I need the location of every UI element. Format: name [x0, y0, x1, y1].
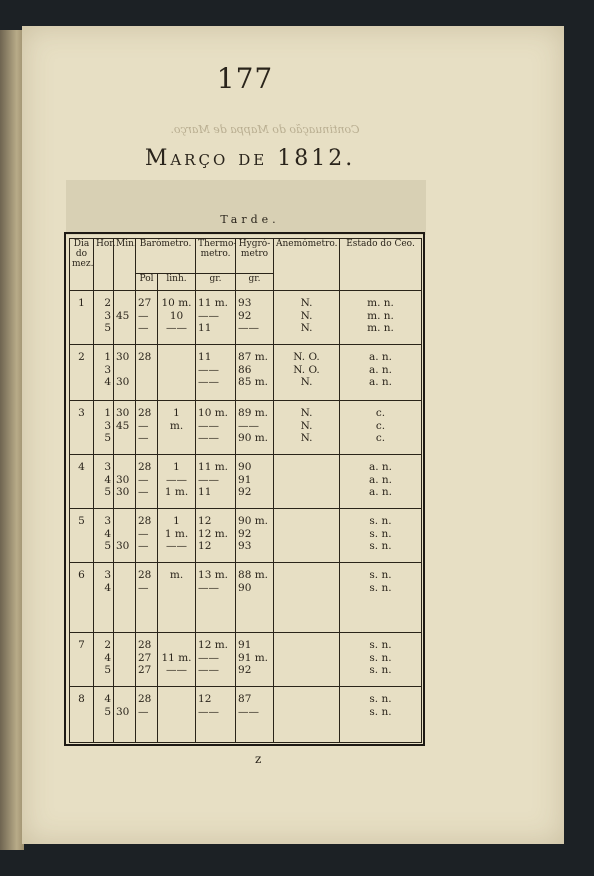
day-number: 2 — [78, 351, 85, 363]
cell-dia — [70, 291, 94, 345]
thermo-value: 12 m. — [198, 527, 229, 540]
cell-anemo — [274, 455, 340, 509]
hygro-value: 85 m. — [238, 376, 269, 388]
estado-value: c. — [375, 432, 386, 444]
cell-min — [114, 291, 136, 345]
cell-min — [114, 633, 136, 687]
hygro-value: 93 — [238, 540, 252, 552]
pol-value: 27 — [138, 664, 152, 676]
hygro-value: 92 — [238, 309, 252, 322]
cell-hygro — [236, 509, 274, 563]
linh-value — [160, 351, 193, 364]
header-dia: Dia do mez. — [70, 239, 94, 291]
cell-estado — [340, 345, 422, 401]
hygro-value: —— — [238, 419, 260, 432]
min-value — [116, 639, 133, 652]
hygro-value: 86 — [238, 363, 252, 376]
cell-pol — [136, 563, 158, 633]
cell-min — [114, 401, 136, 455]
pol-value: — — [138, 540, 149, 552]
anemo-value — [276, 639, 337, 652]
pol-value: — — [138, 486, 149, 498]
thermo-value: —— — [198, 376, 220, 388]
horas-value: 4 — [104, 651, 111, 664]
cell-estado — [340, 563, 422, 633]
header-anemometro: Anemómetro. — [274, 239, 340, 291]
thermo-value: —— — [198, 363, 220, 376]
min-value — [116, 569, 133, 582]
table-row — [70, 633, 422, 687]
cell-dia — [70, 687, 94, 743]
anemo-value: N. — [300, 376, 313, 388]
estado-value: a. n. — [368, 461, 393, 473]
linh-value — [160, 432, 193, 445]
hygro-value: 88 m. — [238, 569, 269, 581]
thermo-value: —— — [198, 705, 220, 718]
linh-value: 1 — [173, 407, 180, 419]
anemo-value — [276, 540, 337, 553]
min-value — [116, 664, 133, 677]
horas-value: 4 — [104, 581, 111, 594]
hygro-value: 93 — [238, 297, 252, 309]
cell-anemo — [274, 345, 340, 401]
thermo-value: —— — [198, 581, 220, 594]
pol-value: — — [138, 309, 149, 322]
horas-value: 3 — [104, 515, 111, 527]
horas-value: 5 — [104, 322, 111, 334]
hygro-value: 92 — [238, 486, 252, 498]
table-row — [70, 509, 422, 563]
signature-mark: z — [255, 752, 262, 766]
min-value: 30 — [116, 540, 130, 552]
pol-value: — — [138, 527, 149, 540]
hygro-value: 90 m. — [238, 432, 269, 444]
header-pol: Pol — [136, 274, 158, 291]
cell-hygro — [236, 563, 274, 633]
thermo-value: 12 — [198, 540, 212, 552]
bleed-through-text: Continuação do Mappa de Março. — [170, 123, 360, 136]
anemo-value: N. — [300, 407, 313, 419]
thermo-value: 12 m. — [198, 639, 229, 651]
day-number: 7 — [78, 639, 85, 651]
horas-value: 2 — [104, 639, 111, 651]
day-number: 5 — [78, 515, 85, 527]
pol-value: 28 — [138, 461, 152, 473]
cell-estado — [340, 401, 422, 455]
horas-value: 4 — [104, 693, 111, 705]
thermo-value: —— — [198, 309, 220, 322]
estado-value: s. n. — [369, 581, 392, 594]
estado-value: a. n. — [368, 351, 393, 363]
hygro-value: 92 — [238, 527, 252, 540]
anemo-value: N. — [300, 322, 313, 334]
anemo-value — [276, 569, 337, 582]
cell-estado — [340, 291, 422, 345]
pol-value: 28 — [138, 407, 152, 419]
cell-anemo — [274, 509, 340, 563]
cell-hygro — [236, 455, 274, 509]
cell-thermo — [196, 401, 236, 455]
header-estado: Estado do Ceo. — [340, 239, 422, 291]
cell-thermo — [196, 291, 236, 345]
header-hygrometro: Hygrómetro — [236, 239, 274, 274]
horas-value: 1 — [104, 407, 111, 419]
cell-pol — [136, 455, 158, 509]
day-number: 8 — [78, 693, 85, 705]
thermo-value: 11 — [198, 486, 212, 498]
left-page-edge — [0, 30, 24, 850]
min-value: 30 — [116, 376, 130, 388]
cell-dia — [70, 563, 94, 633]
linh-value — [160, 639, 193, 652]
linh-value: —— — [166, 664, 187, 676]
cell-min — [114, 345, 136, 401]
pol-value: 27 — [138, 651, 152, 664]
cell-min — [114, 455, 136, 509]
hygro-value: 90 m. — [238, 515, 269, 527]
cell-thermo — [196, 687, 236, 743]
table-row — [70, 455, 422, 509]
estado-value: s. n. — [369, 651, 392, 664]
hygro-value: 91 — [238, 639, 252, 651]
cell-pol — [136, 633, 158, 687]
thermo-value: —— — [198, 651, 220, 664]
min-value: 30 — [116, 486, 130, 498]
anemo-value — [276, 664, 337, 677]
linh-value — [160, 376, 193, 389]
min-value — [116, 297, 133, 310]
estado-value: s. n. — [369, 693, 392, 705]
horas-value: 3 — [104, 419, 111, 432]
estado-value: c. — [375, 407, 386, 419]
thermo-value: 13 m. — [198, 569, 229, 581]
linh-value: 1 — [173, 515, 180, 527]
estado-value: a. n. — [368, 473, 393, 486]
cell-thermo — [196, 509, 236, 563]
cell-linh — [158, 509, 196, 563]
header-thermometro: Thermometro. — [196, 239, 236, 274]
section-title: Tarde. — [220, 213, 280, 226]
thermo-value: 11 m. — [198, 461, 229, 473]
linh-value — [160, 364, 193, 377]
cell-anemo — [274, 563, 340, 633]
anemo-value — [276, 461, 337, 474]
min-value — [116, 652, 133, 665]
linh-value: 1 m. — [164, 486, 189, 498]
cell-hygro — [236, 345, 274, 401]
thermo-value: 10 m. — [198, 407, 229, 419]
cell-linh — [158, 291, 196, 345]
header-barometro: Barómetro. — [136, 239, 196, 274]
cell-dia — [70, 633, 94, 687]
linh-value: 1 — [173, 461, 180, 473]
estado-value: a. n. — [368, 376, 393, 388]
cell-pol — [136, 291, 158, 345]
hygro-value: 89 m. — [238, 407, 269, 419]
linh-value: 10 — [169, 309, 184, 322]
thermo-value: 12 — [198, 693, 212, 705]
min-value: 45 — [116, 419, 130, 432]
thermo-value: —— — [198, 432, 220, 444]
cell-thermo — [196, 345, 236, 401]
hygro-value: —— — [238, 322, 260, 334]
cell-pol — [136, 687, 158, 743]
pol-value — [138, 376, 155, 389]
anemo-value — [276, 474, 337, 487]
cell-hygro — [236, 291, 274, 345]
pol-value: 28 — [138, 569, 152, 581]
min-value: 30 — [116, 473, 130, 486]
thermo-value: 11 m. — [198, 297, 229, 309]
header-linh: linh. — [158, 274, 196, 291]
linh-value: 11 m. — [161, 651, 192, 664]
anemo-value: N. — [300, 297, 313, 309]
cell-min — [114, 687, 136, 743]
cell-horas — [94, 563, 114, 633]
cell-anemo — [274, 687, 340, 743]
linh-value: 10 m. — [161, 297, 192, 309]
estado-value: m. n. — [367, 322, 394, 334]
pol-value: 28 — [138, 515, 152, 527]
estado-value: a. n. — [368, 363, 393, 376]
linh-value: —— — [166, 540, 187, 552]
thermo-value: 11 — [198, 322, 212, 334]
cell-hygro — [236, 633, 274, 687]
day-number: 4 — [78, 461, 85, 473]
cell-anemo — [274, 633, 340, 687]
anemo-value: N. — [300, 309, 313, 322]
anemo-value — [276, 693, 337, 706]
linh-value — [160, 706, 193, 719]
estado-value: m. n. — [367, 297, 394, 309]
pol-value: — — [138, 473, 149, 486]
horas-value: 3 — [104, 363, 111, 376]
linh-value: m. — [169, 419, 184, 432]
min-value — [116, 528, 133, 541]
thermo-value: —— — [198, 664, 220, 676]
hygro-value: 90 — [238, 461, 252, 473]
horas-value: 5 — [104, 664, 111, 676]
estado-value: c. — [375, 419, 386, 432]
table-row — [70, 687, 422, 743]
header-min: Min. — [114, 239, 136, 291]
cell-pol — [136, 401, 158, 455]
cell-linh — [158, 345, 196, 401]
estado-value: s. n. — [369, 664, 392, 676]
estado-value: s. n. — [369, 540, 392, 552]
thermo-value: 12 — [198, 515, 212, 527]
pol-value: 28 — [138, 639, 152, 651]
cell-dia — [70, 345, 94, 401]
cell-linh — [158, 455, 196, 509]
min-value — [116, 461, 133, 474]
anemo-value — [276, 515, 337, 528]
month-title: Março de 1812. — [144, 146, 356, 171]
horas-value: 2 — [104, 297, 111, 309]
linh-value — [160, 693, 193, 706]
hygro-value: 91 m. — [238, 651, 269, 664]
cell-linh — [158, 401, 196, 455]
cell-estado — [340, 633, 422, 687]
header-gr-thermo: gr. — [196, 274, 236, 291]
linh-value: m. — [169, 569, 184, 581]
linh-value — [160, 582, 193, 595]
min-value — [116, 364, 133, 377]
estado-value: s. n. — [369, 569, 392, 581]
cell-thermo — [196, 563, 236, 633]
estado-value: s. n. — [369, 705, 392, 718]
horas-value: 5 — [104, 705, 111, 718]
thermo-value: 11 — [198, 351, 212, 363]
cell-min — [114, 563, 136, 633]
cell-anemo — [274, 291, 340, 345]
hygro-value: 91 — [238, 473, 252, 486]
horas-value: 3 — [104, 461, 111, 473]
cell-dia — [70, 509, 94, 563]
cell-horas — [94, 455, 114, 509]
horas-value: 4 — [104, 473, 111, 486]
linh-value: —— — [166, 322, 187, 334]
cell-hygro — [236, 687, 274, 743]
cell-thermo — [196, 633, 236, 687]
horas-value: 4 — [104, 376, 111, 388]
cell-horas — [94, 345, 114, 401]
anemo-value — [276, 582, 337, 595]
pol-value: 28 — [138, 351, 152, 363]
pol-value: — — [138, 322, 149, 334]
cell-thermo — [196, 455, 236, 509]
cell-anemo — [274, 401, 340, 455]
horas-value: 5 — [104, 486, 111, 498]
min-value: 30 — [116, 351, 130, 363]
cell-horas — [94, 633, 114, 687]
observations-table — [69, 238, 422, 743]
horas-value: 5 — [104, 540, 111, 552]
cell-horas — [94, 291, 114, 345]
estado-value: m. n. — [367, 309, 394, 322]
table-row — [70, 345, 422, 401]
horas-value: 3 — [104, 309, 111, 322]
cell-hygro — [236, 401, 274, 455]
estado-value: s. n. — [369, 527, 392, 540]
min-value — [116, 582, 133, 595]
table-row — [70, 291, 422, 345]
cell-pol — [136, 345, 158, 401]
min-value: 30 — [116, 705, 130, 718]
cell-pol — [136, 509, 158, 563]
cell-linh — [158, 687, 196, 743]
min-value — [116, 432, 133, 445]
header-horas: Hor. — [94, 239, 114, 291]
linh-value: 1 m. — [164, 527, 189, 540]
anemo-value: N. — [300, 432, 313, 444]
cell-estado — [340, 455, 422, 509]
cell-estado — [340, 509, 422, 563]
pol-value: — — [138, 419, 149, 432]
horas-value: 4 — [104, 527, 111, 540]
pol-value — [138, 364, 155, 377]
anemo-value — [276, 652, 337, 665]
pol-value: 28 — [138, 693, 152, 705]
linh-value: —— — [166, 473, 187, 486]
page-number: 177 — [216, 62, 274, 95]
anemo-value: N. O. — [293, 351, 320, 363]
table-row — [70, 563, 422, 633]
pol-value: — — [138, 432, 149, 444]
thermo-value: —— — [198, 419, 220, 432]
pol-value: — — [138, 705, 149, 718]
day-number: 6 — [78, 569, 85, 581]
horas-value: 3 — [104, 569, 111, 581]
thermo-value: —— — [198, 473, 220, 486]
day-number: 1 — [78, 297, 85, 309]
cell-dia — [70, 455, 94, 509]
min-value — [116, 693, 133, 706]
estado-value: s. n. — [369, 515, 392, 527]
min-value — [116, 515, 133, 528]
anemo-value: N. — [300, 419, 313, 432]
cell-horas — [94, 687, 114, 743]
anemo-value — [276, 486, 337, 499]
anemo-value — [276, 528, 337, 541]
cell-min — [114, 509, 136, 563]
cell-linh — [158, 633, 196, 687]
anemo-value — [276, 706, 337, 719]
min-value: 30 — [116, 407, 130, 419]
bleed-through-table — [66, 180, 426, 235]
header-gr-hygro: gr. — [236, 274, 274, 291]
cell-horas — [94, 509, 114, 563]
estado-value: a. n. — [368, 486, 393, 498]
hygro-value: 90 — [238, 581, 252, 594]
hygro-value: —— — [238, 705, 260, 718]
min-value — [116, 322, 133, 335]
hygro-value: 92 — [238, 664, 252, 676]
estado-value: s. n. — [369, 639, 392, 651]
horas-value: 5 — [104, 432, 111, 444]
cell-linh — [158, 563, 196, 633]
hygro-value: 87 m. — [238, 351, 269, 363]
cell-estado — [340, 687, 422, 743]
cell-dia — [70, 401, 94, 455]
pol-value: 27 — [138, 297, 152, 309]
min-value: 45 — [116, 309, 130, 322]
hygro-value: 87 — [238, 693, 252, 705]
day-number: 3 — [78, 407, 85, 419]
pol-value: — — [138, 581, 149, 594]
table-row — [70, 401, 422, 455]
cell-horas — [94, 401, 114, 455]
anemo-value: N. O. — [293, 363, 320, 376]
horas-value: 1 — [104, 351, 111, 363]
